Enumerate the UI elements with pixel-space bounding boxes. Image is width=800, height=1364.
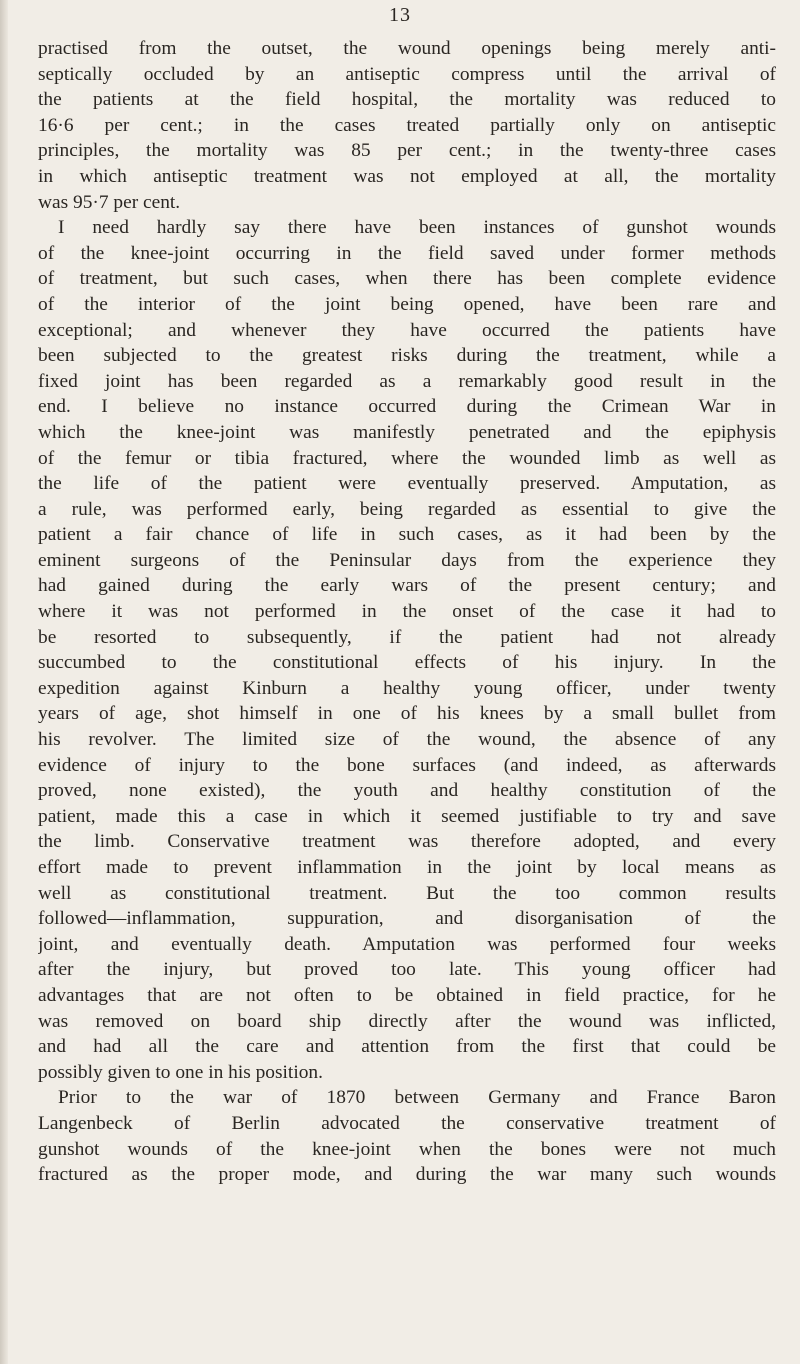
text-line: end. I believe no instance occurred during the Crimean War in — [38, 396, 776, 418]
text-line: was removed on board ship directly after the wound was inflicted, — [38, 1010, 776, 1032]
text-line: 16·6 per cent.; in the cases treated partially only on antiseptic — [38, 114, 776, 136]
text-line: which the knee-joint was manifestly penetrated and the epiphysis — [38, 421, 776, 443]
page-binding-edge — [0, 0, 8, 1364]
text-line: effort made to prevent inflammation in the joint by local means as — [38, 857, 776, 878]
text-line: patient, made this a case in which it seemed justifiable to try and save — [38, 805, 776, 827]
text-line: years of age, shot himself in one of his knees by a small bullet from — [38, 703, 776, 725]
page-number: 13 — [389, 4, 411, 26]
text-line: eminent surgeons of the Peninsular days from the experience they — [38, 549, 776, 571]
text-line: had gained during the early wars of the present century; and — [38, 575, 776, 597]
text-line: septically occluded by an antiseptic compress until the arrival of — [38, 63, 776, 85]
text-line: succumbed to the constitutional effects of his injury. In the — [38, 652, 776, 674]
text-line: of treatment, but such cases, when there has been complete evidence — [38, 268, 776, 290]
text-line: proved, none existed), the youth and healthy constitution of the — [38, 780, 776, 802]
text-line: of the knee-joint occurring in the field saved under former methods — [38, 242, 776, 264]
text-line: Prior to the war of 1870 between Germany and France Baron — [58, 1087, 776, 1109]
text-line: fractured as the proper mode, and during the war many such wounds — [38, 1164, 776, 1186]
text-line: I need hardly say there have been instances of gunshot wounds — [58, 217, 776, 239]
text-line: was 95·7 per cent. — [38, 191, 181, 213]
text-line: expedition against Kinburn a healthy young officer, under twenty — [38, 677, 776, 699]
text-line: fixed joint has been regarded as a remarkably good result in the — [38, 370, 776, 392]
text-line: evidence of injury to the bone surfaces (and indeed, as afterwards — [38, 754, 776, 776]
text-line: after the injury, but proved too late. This young officer had — [38, 959, 776, 981]
text-line: of the femur or tibia fractured, where the wounded limb as well as — [38, 447, 776, 469]
text-line: well as constitutional treatment. But the too common results — [38, 882, 776, 904]
text-line: and had all the care and attention from the first that could be — [38, 1036, 776, 1058]
text-line: exceptional; and whenever they have occurred the patients have — [38, 319, 776, 341]
text-line: where it was not performed in the onset of the case it had to — [38, 601, 776, 623]
body-text — [38, 36, 776, 1188]
text-line: be resorted to subsequently, if the patient had not already — [38, 626, 776, 648]
text-line: principles, the mortality was 85 per cent.; in the twenty-three cases — [38, 140, 776, 162]
text-line: in which antiseptic treatment was not employed at all, the mortality — [38, 165, 776, 187]
text-line: the patients at the field hospital, the mortality was reduced to — [38, 89, 776, 111]
text-line: Langenbeck of Berlin advocated the conservative treatment of — [38, 1112, 776, 1134]
text-line: been subjected to the greatest risks during the treatment, while a — [38, 345, 776, 367]
text-line: practised from the outset, the wound openings being merely anti- — [38, 38, 776, 59]
text-line: advantages that are not often to be obtained in field practice, for he — [38, 984, 776, 1006]
text-line: the life of the patient were eventually preserved. Amputation, as — [38, 473, 776, 495]
text-line: his revolver. The limited size of the wound, the absence of any — [38, 729, 776, 751]
text-line: followed—inflammation, suppuration, and disorganisation of the — [38, 908, 776, 930]
text-line: gunshot wounds of the knee-joint when the bones were not much — [38, 1138, 776, 1160]
text-line: the limb. Conservative treatment was therefore adopted, and every — [38, 831, 776, 853]
text-line: of the interior of the joint being opened, have been rare and — [38, 293, 776, 315]
text-line: patient a fair chance of life in such cases, as it had been by the — [38, 524, 776, 546]
text-line: a rule, was performed early, being regarded as essential to give the — [38, 498, 776, 520]
text-line: joint, and eventually death. Amputation was performed four weeks — [38, 933, 776, 955]
text-line: possibly given to one in his position. — [38, 1061, 323, 1083]
